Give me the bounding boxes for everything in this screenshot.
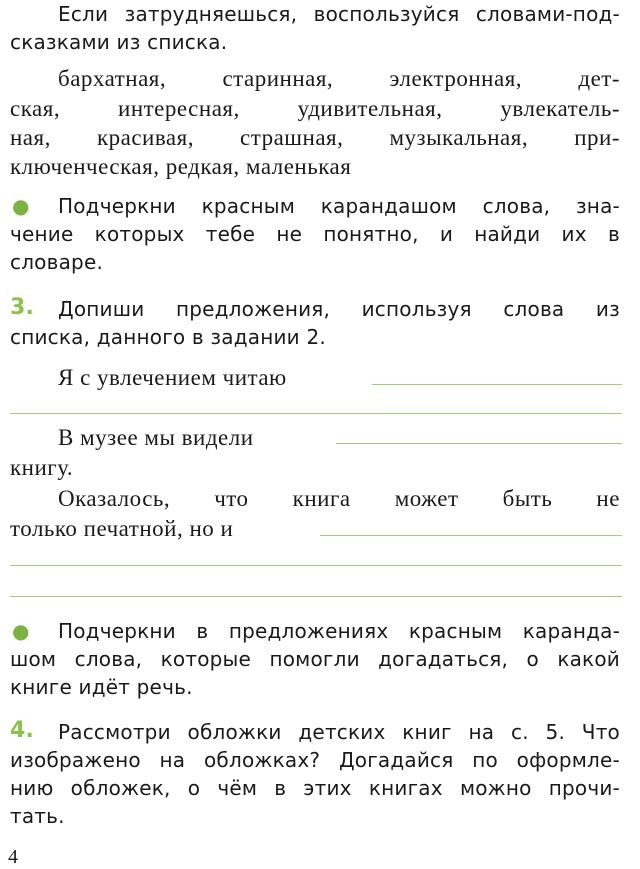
word: Рассмотри (58, 720, 171, 744)
bullet1-line-3: словаре. (10, 250, 104, 274)
sentence-1: Я с увлечением читаю (58, 365, 287, 390)
word: с. (511, 720, 529, 744)
word: которых (94, 222, 185, 246)
word: что (214, 486, 249, 511)
sentence-3 (58, 486, 620, 512)
task4-line-4: тать. (10, 804, 65, 828)
word: которые (160, 647, 252, 671)
word: используя (361, 297, 472, 321)
word: предложениях (228, 619, 389, 643)
writing-line[interactable] (320, 535, 622, 536)
word: чение (10, 222, 74, 246)
word-list-line-2 (10, 96, 620, 122)
word: Подчеркни (58, 194, 176, 218)
word: ная, (10, 125, 51, 150)
bullet1-line-2 (10, 222, 620, 246)
word: страшная, (240, 125, 344, 150)
word: Подчеркни (58, 619, 176, 643)
bullet2-line-1 (58, 619, 620, 643)
task-number: 3. (10, 295, 35, 320)
sentence-2: В музее мы видели (58, 425, 254, 450)
word: из (595, 297, 620, 321)
word: в (607, 222, 620, 246)
word: красивая, (96, 125, 194, 150)
word: увлекатель- (500, 96, 620, 121)
word: нию (10, 776, 54, 800)
bullet-marker: ● (12, 619, 30, 643)
word: старинная, (222, 66, 334, 91)
bullet2-line-2 (10, 647, 620, 671)
writing-line[interactable] (372, 384, 622, 385)
word: интересная, (118, 96, 240, 121)
word-list-line-3 (10, 125, 620, 151)
bullet-marker: ● (12, 194, 30, 218)
word: 5. (545, 720, 566, 744)
task4-line-1 (58, 720, 620, 744)
word: по (472, 748, 498, 772)
word: может (394, 486, 459, 511)
word: затрудняешься, (124, 2, 298, 26)
sentence-2-end: книгу. (10, 455, 74, 480)
word: обложек, (70, 776, 171, 800)
page-number: 4 (8, 846, 18, 868)
word: слова, (74, 647, 143, 671)
word: быть (502, 486, 553, 511)
word: бархатная, (58, 66, 167, 91)
word: воспользуйся (313, 2, 460, 26)
word: не (276, 222, 303, 246)
writing-line[interactable] (10, 565, 622, 566)
hint-line-1 (58, 2, 620, 26)
word: в (274, 776, 287, 800)
word: зна- (575, 194, 620, 218)
word: электронная, (389, 66, 523, 91)
word: обложках? (204, 748, 321, 772)
word: слова, (482, 194, 551, 218)
word: на (159, 748, 186, 772)
word-list-line-4: ключенческая, редкая, маленькая (10, 154, 352, 179)
word: книг (402, 720, 452, 744)
word: словами-под- (475, 2, 620, 26)
word: красным (201, 194, 296, 218)
word: в (196, 619, 209, 643)
word: о (187, 776, 201, 800)
hint-line-2: сказками из списка. (10, 30, 228, 54)
writing-line[interactable] (336, 443, 622, 444)
word: прочи- (548, 776, 620, 800)
word: Что (581, 720, 620, 744)
task4-line-2 (10, 748, 620, 772)
word: их (561, 222, 587, 246)
bullet1-line-1 (58, 194, 620, 218)
word: о (526, 647, 539, 671)
word: изображено (10, 748, 141, 772)
word: не (596, 486, 620, 511)
task-number: 4. (10, 718, 35, 743)
bullet2-line-3: книге идёт речь. (10, 675, 193, 699)
word: шом (10, 647, 57, 671)
word: удивительная, (297, 96, 443, 121)
word: и (439, 222, 454, 246)
word: тебе (205, 222, 256, 246)
word: слова (503, 297, 565, 321)
word: какой (557, 647, 620, 671)
word: обложки (187, 720, 282, 744)
word: книга (292, 486, 351, 511)
word: этих (303, 776, 352, 800)
word: найди (474, 222, 541, 246)
writing-line[interactable] (10, 413, 622, 414)
word: детских (298, 720, 386, 744)
word: каранда- (522, 619, 620, 643)
word: догадаться, (378, 647, 509, 671)
word: дет- (578, 66, 620, 91)
word: оформле- (516, 748, 620, 772)
word: красным (408, 619, 503, 643)
task3-line-2: списка, данного в задании 2. (10, 325, 326, 349)
word: при- (574, 125, 620, 150)
word: ская, (10, 96, 61, 121)
task3-line-1 (58, 297, 620, 321)
word: Оказалось, (58, 486, 171, 511)
word-list-line-1 (58, 66, 620, 92)
sentence-3-end: только печатной, но и (10, 516, 234, 541)
word: Догадайся (338, 748, 454, 772)
word: Допиши (58, 297, 145, 321)
word: можно (459, 776, 532, 800)
word: помогли (269, 647, 360, 671)
word: чём (217, 776, 258, 800)
writing-line[interactable] (10, 596, 622, 597)
task4-line-3 (10, 776, 620, 800)
word: предложения, (175, 297, 331, 321)
word: Если (58, 2, 109, 26)
word: понятно, (323, 222, 419, 246)
word: книгах (368, 776, 443, 800)
word: на (468, 720, 495, 744)
word: музыкальная, (389, 125, 529, 150)
word: карандашом (320, 194, 457, 218)
